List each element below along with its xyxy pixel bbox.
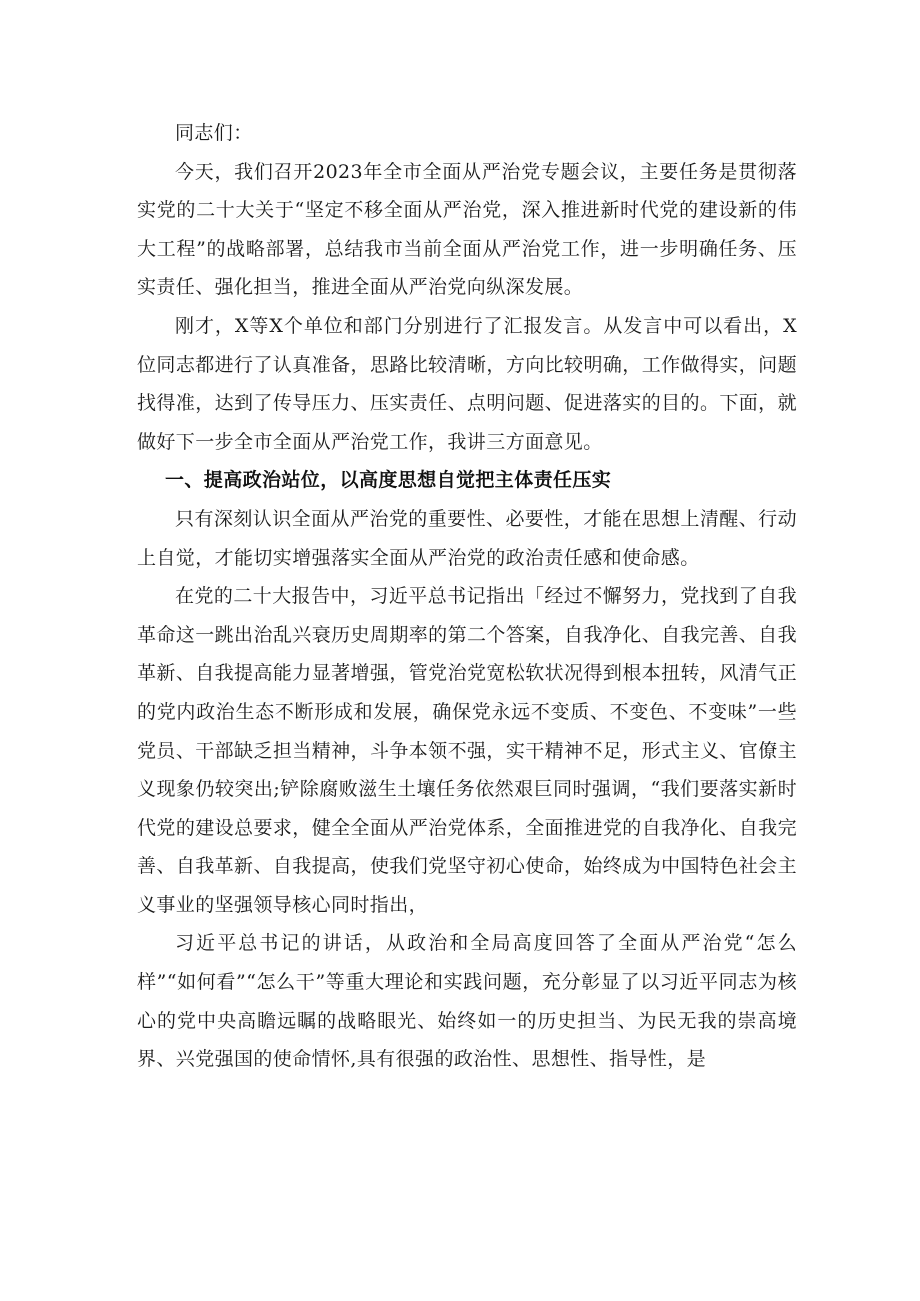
document-body xyxy=(137,114,797,1079)
salutation: 同志们： xyxy=(175,122,253,144)
section-paragraph-1: 只有深刻认识全面从严治党的重要性、必要性，才能在思想上清醒、行动上自觉，才能切实增强落实全面从严治党的政治责任感和使命感。 xyxy=(137,507,797,569)
section-paragraph-2: 在党的二十大报告中，习近平总书记指出「经过不懈努力，党找到了自我革命这一跳出治乱兴衰历史周期率的第二个答案，自我净化、自我完善、自我革新、自我提高能力显著增强，管党治党宽松软状况得到根本扭转，风清气正的党内政治生态不断形成和发展，确保党永远不变质、不变色、不变味”一些党员、干部缺乏担当精神，斗争本领不强，实干精神不足，形式主义、官僚主义现象仍较突出;铲除腐败滋生土壤任务依然艰巨同时强调，“我们要落实新时代党的建设总要求，健全全面从严治党体系，全面推进党的自我净化、自我完善、自我革新、自我提高，使我们党坚守初心使命，始终成为中国特色社会主义事业的坚强领导核心同时指出， xyxy=(137,585,797,916)
section-heading: 一、提高政治站位，以高度思想自觉把主体责任压实 xyxy=(165,469,612,492)
body-paragraph-1: 今天，我们召开2023年全市全面从严治党专题会议，主要任务是贯彻落实党的二十大关于“坚定不移全面从严治党，深入推进新时代党的建设新的伟大工程”的战略部署，总结我市当前全面从严治党工作，进一步明确任务、压实责任、强化担当，推进全面从严治党向纵深发展。 xyxy=(137,160,797,299)
body-paragraph-2: 刚才，X等X个单位和部门分别进行了汇报发言。从发言中可以看出，X位同志都进行了认真准备，思路比较清晰，方向比较明确，工作做得实，问题找得准，达到了传导压力、压实责任、点明问题、促进落实的目的。下面，就做好下一步全市全面从严治党工作，我讲三方面意见。 xyxy=(137,314,797,453)
section-paragraph-3: 习近平总书记的讲话，从政治和全局高度回答了全面从严治党“怎么样”“如何看”“怎么干”等重大理论和实践问题，充分彰显了以习近平同志为核心的党中央高瞻远瞩的战略眼光、始终如一的历史担当、为民无我的崇高境界、兴党强国的使命情怀,具有很强的政治性、思想性、指导性，是 xyxy=(137,932,797,1071)
